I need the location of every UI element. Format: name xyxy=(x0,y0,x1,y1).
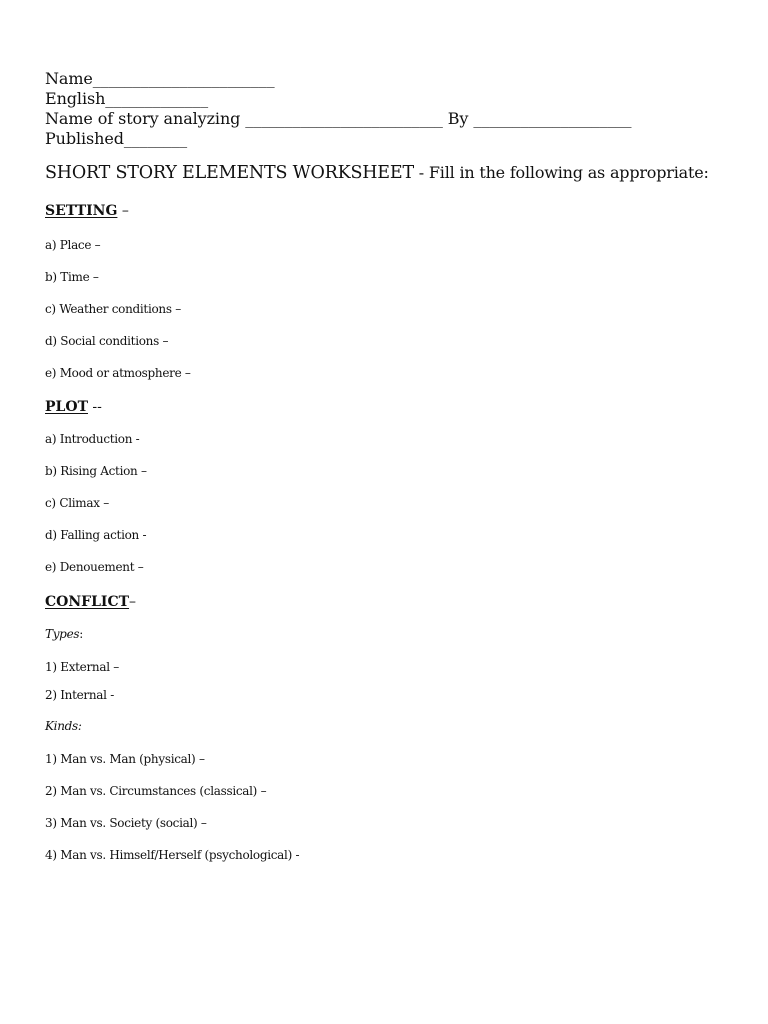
plot-item-introduction: a) Introduction - xyxy=(45,432,140,446)
name-field-line: Name_______________________ xyxy=(45,69,275,88)
conflict-heading-label: CONFLICT xyxy=(45,594,130,610)
worksheet-title-instructions: - Fill in the following as appropriate: xyxy=(413,163,709,182)
conflict-types-label xyxy=(45,628,83,640)
plot-heading xyxy=(45,400,102,414)
plot-heading-label: PLOT xyxy=(45,399,88,415)
plot-item-climax: c) Climax – xyxy=(45,496,109,510)
setting-item-weather: c) Weather conditions – xyxy=(45,302,181,316)
conflict-kind-man-vs-circumstances: 2) Man vs. Circumstances (classical) – xyxy=(45,784,267,798)
setting-heading xyxy=(45,204,129,218)
conflict-heading xyxy=(45,595,136,609)
conflict-type-external: 1) External – xyxy=(45,660,119,674)
conflict-kinds-label: Kinds: xyxy=(45,719,82,733)
setting-item-mood: e) Mood or atmosphere – xyxy=(45,366,191,380)
plot-item-rising-action: b) Rising Action – xyxy=(45,464,147,478)
story-name-field-line: Name of story analyzing _________________________ By ____________________ xyxy=(45,109,632,128)
conflict-kind-man-vs-self: 4) Man vs. Himself/Herself (psychological) - xyxy=(45,848,300,862)
setting-item-time: b) Time – xyxy=(45,270,99,284)
worksheet-title xyxy=(45,165,709,183)
conflict-kind-man-vs-man: 1) Man vs. Man (physical) – xyxy=(45,752,205,766)
setting-heading-label: SETTING xyxy=(45,203,118,219)
english-field-line: English_____________ xyxy=(45,89,208,108)
setting-item-place: a) Place – xyxy=(45,238,101,252)
conflict-types-label-colon: : xyxy=(79,627,83,641)
conflict-types-label-text: Types xyxy=(45,627,80,641)
plot-item-falling-action: d) Falling action - xyxy=(45,528,147,542)
conflict-kind-man-vs-society: 3) Man vs. Society (social) – xyxy=(45,816,207,830)
conflict-heading-dash: – xyxy=(129,594,137,610)
published-field-line: Published________ xyxy=(45,129,188,148)
plot-item-denouement: e) Denouement – xyxy=(45,560,144,574)
worksheet-title-main: SHORT STORY ELEMENTS WORKSHEET xyxy=(45,163,414,183)
setting-heading-dash: – xyxy=(117,203,129,219)
plot-heading-dash: -- xyxy=(87,399,102,415)
setting-item-social: d) Social conditions – xyxy=(45,334,169,348)
conflict-type-internal: 2) Internal - xyxy=(45,688,114,702)
